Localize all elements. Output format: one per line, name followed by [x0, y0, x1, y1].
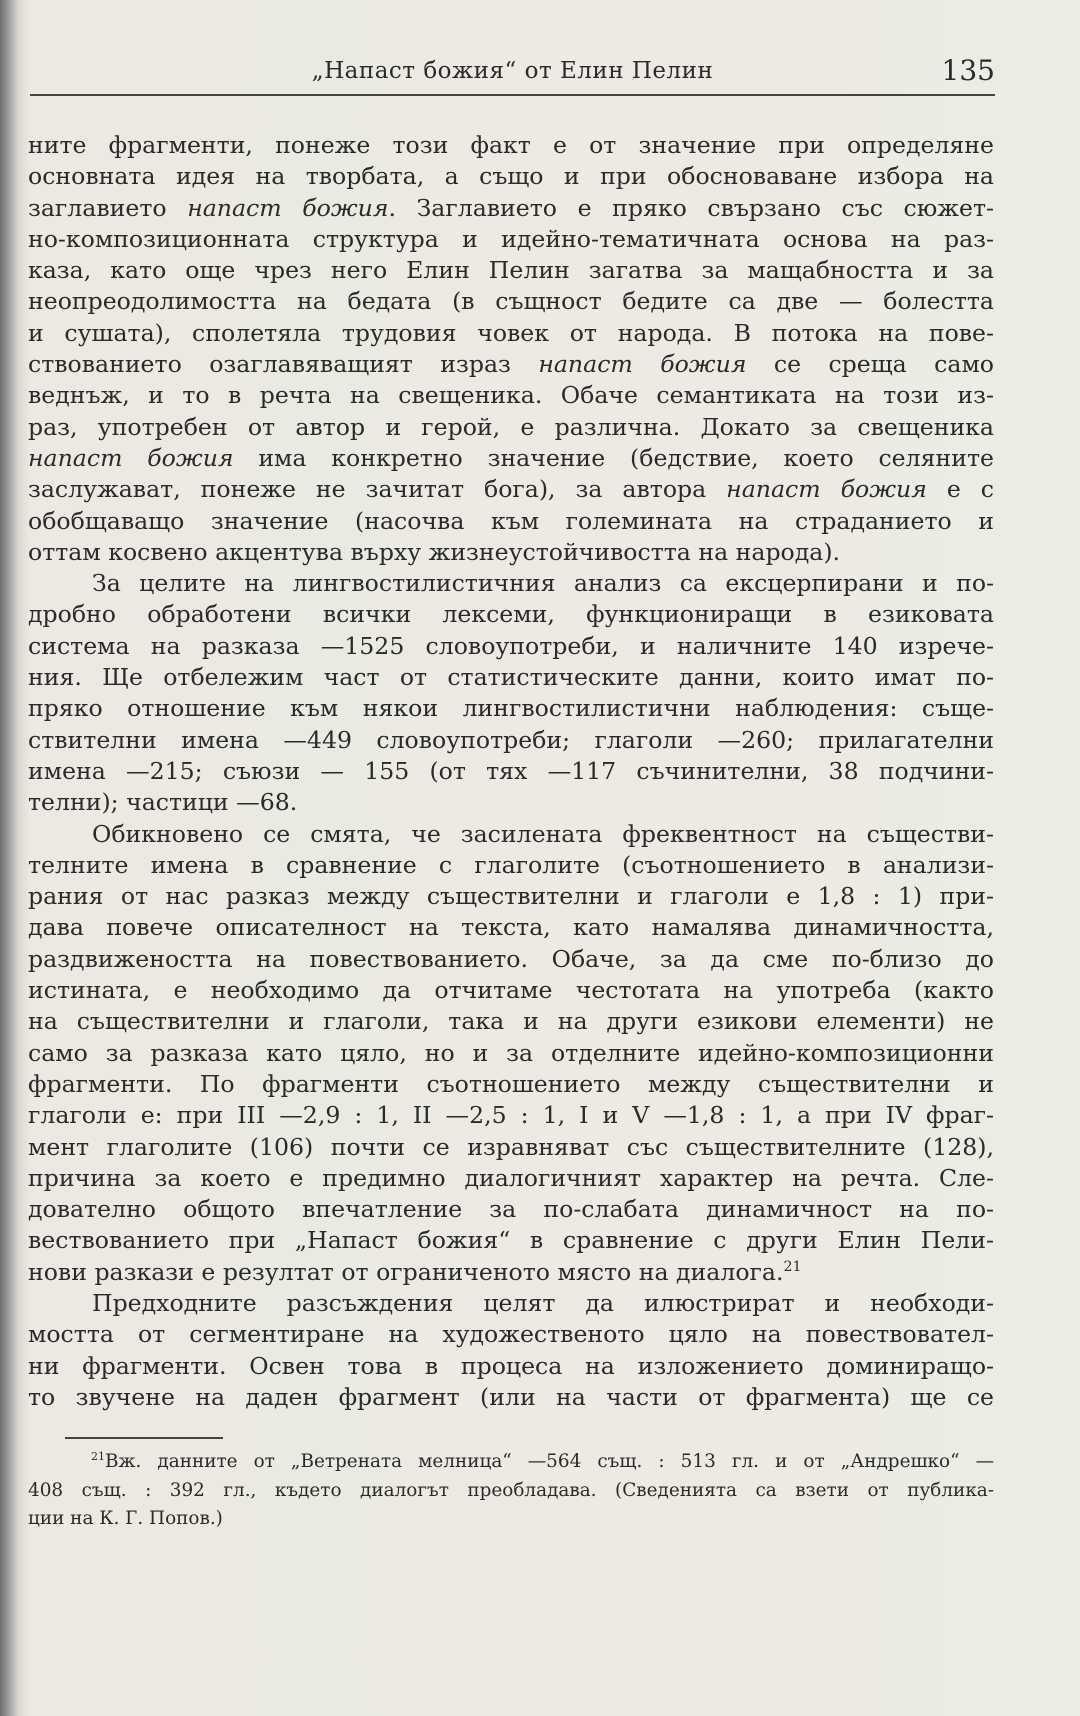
text-span: има конкретно значение (бедствие, което селяните [233, 443, 994, 472]
text-line: неопреодолимостта на бедата (в същност бедите са две — болестта [28, 287, 994, 316]
text-span: е с [926, 475, 994, 504]
text-line: но-композиционната структура и идейно-тематичната основа на раз- [28, 224, 994, 253]
text-line: и сушата), сполетяла трудовия човек от народа. В потока на пове- [28, 318, 994, 347]
text-line: оттам косвено акцентува върху жизнеустойчивостта на народа). [28, 537, 841, 566]
footnote-line: ции на К. Г. Попов.) [28, 1508, 223, 1529]
text-line: дователно общото впечатление за по-слабата динамичност на по- [28, 1195, 994, 1224]
paragraph-3 [28, 819, 994, 1288]
text-line: истината, е необходимо да отчитаме честотата на употреба (както [28, 976, 994, 1005]
italic-term: напаст божия [28, 443, 234, 472]
text-line: система на разказа —1525 словоупотреби, и наличните 140 изрече- [28, 631, 994, 660]
text-line: телните имена в сравнение с глаголите (съотношението в анализи- [28, 850, 994, 879]
footnote-line [28, 1448, 994, 1477]
text-line: дробно обработени всички лексеми, функциониращи в езиковата [28, 600, 994, 629]
text-line: За целите на лингвостилистичния анализ са ексцерпирани и по- [92, 569, 994, 598]
text-line: обобщаващо значение (насочва към големината на страданието и [28, 506, 994, 535]
text-line [28, 193, 994, 224]
text-line: Предходните разсъждения целят да илюстрират и необходи- [92, 1288, 994, 1317]
text-line [28, 443, 994, 474]
running-title: „Напаст божия“ от Елин Пелин [311, 58, 714, 84]
text-line: Обикновено се смята, че засилената фреквентност на съществи- [92, 819, 994, 848]
text-line: ни фрагменти. Освен това в процеса на изложението доминиращо- [28, 1351, 994, 1380]
text-span: . Заглавието е пряко свързано със сюжет- [388, 193, 994, 222]
text-line: телни); частици —68. [28, 788, 298, 817]
text-line: имена —215; съюзи — 155 (от тях —117 съчинителни, 38 подчини- [28, 756, 994, 785]
text-line: раздвижеността на повествованието. Обаче, за да сме по-близо до [28, 944, 994, 973]
text-line: причина за което е предимно диалогичният характер на речта. Сле- [28, 1163, 994, 1192]
text-line: рания от нас разказ между съществителни и глаголи е 1,8 : 1) при- [28, 882, 994, 911]
text-line: ните фрагменти, понеже този факт е от значение при определяне [28, 131, 994, 159]
text-line [28, 474, 994, 505]
text-span: заслужават, понеже не зачитат бога), за автора [28, 475, 727, 504]
text-line: мент глаголите (106) почти се изравняват със съществителните (128), [28, 1132, 994, 1161]
text-span: ствованието озаглавяващият израз [28, 350, 539, 379]
text-line: дава повече описателност на текста, като намалява динамичността, [28, 913, 994, 942]
text-line: фрагменти. По фрагменти съотношението между съществителни и [28, 1069, 994, 1098]
text-line: то звучене на даден фрагмент (или на части от фрагмента) ще се [28, 1382, 994, 1411]
italic-term: напаст божия [726, 475, 927, 504]
text-line: пряко отношение към някои лингвостилистични наблюдения: съще- [28, 694, 994, 723]
text-line: раз, употребен от автор и герой, е различна. Докато за свещеника [28, 412, 994, 441]
text-span: Вж. данните от „Ветрената мелница“ —564 същ. : 513 гл. и от „Андрешко“ — [105, 1451, 994, 1472]
text-span: заглавието [28, 193, 188, 222]
footnote [28, 1448, 994, 1534]
footnote-reference[interactable]: 21 [783, 1258, 802, 1275]
text-line [28, 1257, 994, 1288]
italic-term: напаст божия [187, 193, 389, 222]
text-span: нови разкази е резултат от ограниченото място на диалога. [28, 1257, 784, 1286]
italic-term: напаст божия [538, 350, 747, 379]
page-number: 135 [941, 54, 995, 87]
text-line [28, 349, 994, 380]
text-line: мостта от сегментиране на художественото цяло на повествовател- [28, 1320, 994, 1349]
text-line: каза, като още чрез него Елин Пелин загатва за мащабността и за [28, 256, 994, 285]
footnote-divider [65, 1437, 223, 1439]
paragraph-2 [28, 568, 994, 818]
text-line: вествованието при „Напаст божия“ в сравнение с други Елин Пели- [28, 1226, 994, 1255]
paragraph-4 [28, 1288, 994, 1413]
footnote-number: 21 [91, 1449, 106, 1463]
text-line: на съществителни и глаголи, така и на други езикови елементи) не [28, 1007, 994, 1036]
text-line: ния. Ще отбележим част от статистическите данни, които имат по- [28, 663, 994, 692]
text-span: се среща само [746, 350, 994, 379]
body-text [28, 130, 994, 1413]
text-line: основната идея на творбата, а също и при обосноваване избора на [28, 162, 994, 191]
footnote-line: 408 същ. : 392 гл., където диалогът преобладава. (Сведенията са взети от публика- [28, 1479, 994, 1501]
text-line: ствителни имена —449 словоупотреби; глаголи —260; прилагателни [28, 725, 994, 754]
text-line: глаголи е: при III —2,9 : 1, II —2,5 : 1, I и V —1,8 : 1, а при IV фраг- [28, 1101, 994, 1130]
paragraph-1 [28, 130, 994, 568]
running-head [30, 54, 995, 96]
text-line: само за разказа като цяло, но и за отделните идейно-композиционни [28, 1038, 994, 1067]
text-line: веднъж, и то в речта на свещеника. Обаче семантиката на този из- [28, 381, 994, 410]
